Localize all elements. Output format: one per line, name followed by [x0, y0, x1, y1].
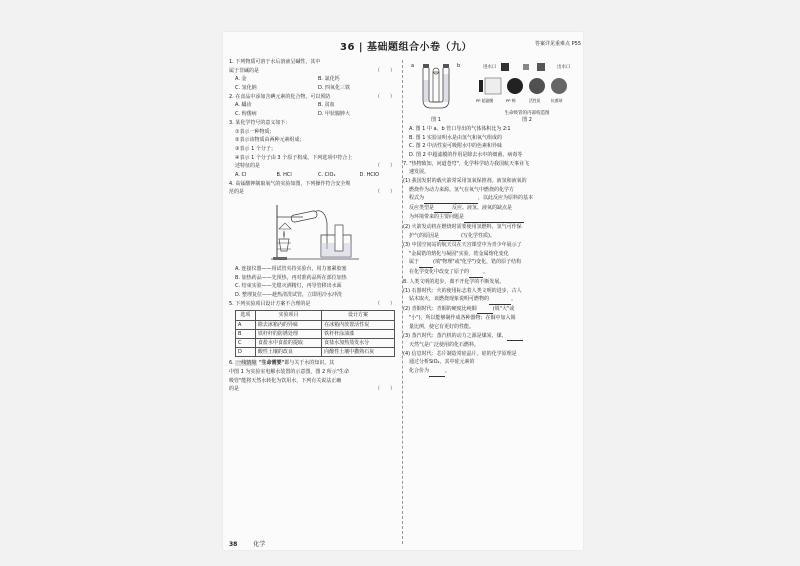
question-8: [403, 278, 581, 377]
q4-option-c[interactable]: C. 结束实验——先熄灭酒精灯，再导管移出水面: [235, 283, 342, 290]
q8-sub3-line-2: 天然气是广泛使用的化石燃料。: [409, 342, 480, 349]
q4-option-a[interactable]: A. 连接仪器——用试管夹持实验台，用力塞紧胶塞: [235, 266, 347, 272]
fig1-label-a: a: [411, 63, 415, 69]
q8-stem: 8. 人类文明的进步，离不开化学的不断发展。: [403, 279, 505, 286]
q8-sub3-blank[interactable]: [507, 332, 523, 342]
fig2-part-1: PP 超滤膜: [476, 98, 494, 103]
q6-stem-4: 的是: [229, 386, 240, 393]
q5-stem: 5. 下列实验项目设计方案不合理的是: [229, 300, 311, 307]
q7-sub3-line-2: "金属锆的熔化与凝固"实验，锆金属熔化变化: [409, 250, 509, 257]
fig1-label-b: b: [457, 63, 461, 69]
table-cell: 铁杆杆的防锈处理: [255, 329, 321, 338]
q7-problem-blank[interactable]: [464, 213, 524, 223]
question-7: [403, 160, 581, 278]
right-column: [403, 58, 581, 377]
q8-sub1-line-2b: 。: [511, 296, 517, 303]
q6-option-c[interactable]: C. 图 2 中活性炭可吸附水中的色素和异味: [409, 143, 503, 150]
q4-option-d[interactable]: D. 整理复位——趁热清洗试管，立即用冷水冲洗: [235, 291, 343, 298]
q5-col-option: 选项: [236, 311, 256, 320]
table-cell: 在冰箱内放置活性炭: [322, 320, 395, 329]
question-1: [229, 58, 401, 92]
q4-apparatus-figure: [229, 199, 401, 263]
q1-option-c[interactable]: C. 氢化钠: [235, 84, 257, 91]
q8-sub2-line-3: 量比例，使它有更好的性能。: [409, 324, 475, 331]
q1-stem-1: 1. 下列物质可溶于水后溶液呈碱性，其中: [229, 59, 321, 65]
q6-number: 6.: [229, 360, 234, 367]
q3-option-c[interactable]: C. ClO₂: [318, 171, 336, 178]
q7-sub1-line-1: (1) 我国发射的载火箭常采用氢氧保推剂。液氢和液氧的: [403, 178, 527, 185]
q8-sub4-line-2: 通过分析SiO₂，其中硅元素的: [409, 359, 475, 366]
q3-line-4: ④表示 1 个分子由 3 个原子构成。下列选项中符合上: [235, 154, 353, 161]
q8-sub3-line-1: (3) 蒸汽时代：蒸汽机的动力之源是煤炭、煤、: [403, 332, 507, 339]
oxygen-apparatus-diagram: [265, 199, 365, 263]
q8-sub1-line-2: 钻木取火，该燃烧现象说明可燃物的: [409, 296, 490, 303]
q8-sub4-line-1: (4) 信息时代：芯片制造常硅晶片。硅的化学原理是: [403, 350, 517, 357]
q6-answer-bracket[interactable]: （ ）: [374, 386, 395, 393]
figure-2-caption: 生命吸管的内部构造图: [504, 111, 550, 116]
q3-line-3: ③表示 1 个分子；: [235, 145, 276, 152]
q1-stem-2: 属于非碱的是: [229, 67, 260, 74]
q4-option-b[interactable]: B. 加热药品——先预热，再对准药品所在部位加热: [235, 274, 347, 281]
question-6: [229, 359, 401, 393]
table-row: [236, 320, 395, 329]
q8-sub2-line-2: "小")，所以能够制作成各种器物；在铜中加入锡: [409, 315, 516, 322]
q7-sub1-line-3: 程式为: [409, 195, 425, 202]
q3-stem: 3. 某化学符号的意义如下：: [229, 120, 291, 127]
table-cell: A: [236, 320, 256, 329]
q7-sub2-line-1: (2) 火箭发动机在燃烧时需要使用氢燃料，氢气可作保: [403, 224, 522, 231]
q3-option-b[interactable]: B. HCl: [276, 171, 292, 178]
page-number: 38: [229, 541, 238, 548]
q7-atom-blank[interactable]: [469, 268, 483, 278]
q7-sub1-line-4: 反应类型是: [409, 204, 435, 211]
q8-sub2-line-1b: (填"大"或: [492, 305, 515, 312]
q6-option-d[interactable]: D. 图 2 中超滤膜的作用是除去水中的细菌、病毒等: [409, 151, 523, 158]
q5-col-project: 实验项目: [255, 311, 321, 320]
q3-line-1: ①表示一种物质；: [235, 128, 275, 135]
question-2: [229, 93, 401, 119]
table-row: [236, 348, 395, 357]
q6-option-b[interactable]: B. 图 1 实验证明水是由氢气和氧气组成的: [409, 134, 502, 141]
q7-sub2-line-2b: (写化学性质)。: [461, 232, 495, 239]
q6-stem-1: 都与关于水的知识，其: [284, 360, 335, 367]
q2-option-b[interactable]: B. 贫血: [318, 102, 335, 109]
q1-option-d[interactable]: D. 四氧化三铁: [318, 84, 351, 91]
q7-sub3-line-3b: (填"物理"或"化学")变化，锆的原子结构: [433, 259, 522, 266]
q7-sub2-line-2: 护气的原因是: [409, 232, 440, 239]
table-cell: 酸性土壤的改良: [255, 348, 321, 357]
q5-col-plan: 设计方案: [322, 311, 395, 320]
subject-label: 化学: [253, 541, 266, 548]
q8-sub1-blank[interactable]: [489, 295, 511, 305]
q7-reaction-type-blank[interactable]: [434, 204, 452, 214]
q3-answer-bracket[interactable]: （ ）: [374, 163, 395, 170]
q7-sub1-line-3b: ，以此反应为原料的基本: [478, 195, 534, 202]
q3-line-5: 述特征的是: [235, 163, 261, 170]
table-row: [236, 339, 395, 348]
q2-stem: 2. 在食品中添加含碘元素的化合物，可以预防: [229, 93, 331, 100]
q7-sub3-line-4: 在化学变化中改变了原子的: [409, 269, 470, 275]
table-cell: 向酸性土壤中撒熟石灰: [322, 348, 395, 357]
q7-sub3-line-3: 属于: [409, 259, 420, 266]
table-cell: 食盐水加热蒸发水分: [322, 339, 395, 348]
q7-sub3-line-4b: 。: [483, 269, 489, 275]
fig2-part-4: 抗菌球: [551, 98, 563, 103]
table-cell: B: [236, 329, 256, 338]
left-column: [229, 58, 401, 394]
q7-sub1-line-4b: 反应。液氢、液氧的缺点是: [452, 204, 513, 211]
q2-answer-bracket[interactable]: （ ）: [374, 93, 395, 100]
q7-sub1-line-5: 为环境带来的主要问题是: [409, 214, 465, 221]
figure-1: [403, 60, 469, 123]
q5-answer-bracket[interactable]: （ ）: [374, 300, 395, 307]
q1-option-a[interactable]: A. 金: [235, 76, 247, 83]
q8-sub4-line-3b: 。: [445, 368, 451, 375]
table-row: [236, 329, 395, 338]
table-cell: 除去冰箱内的异味: [255, 320, 321, 329]
q4-stem-1: 4. 高锰酸钾制取氧气的实验如图，下列操作符合安全规: [229, 180, 351, 187]
q6-option-a[interactable]: A. 图 1 中 a、b 管口导出的气体体积比为 2∶1: [409, 126, 511, 132]
q7-change-blank[interactable]: [419, 258, 433, 268]
question-6-options: [403, 125, 581, 159]
question-5: [229, 300, 401, 358]
q8-sub1-line-1: (1) 石器时代：火的使用标志着人类文明的进步，古人: [403, 287, 522, 294]
q6-figures: [403, 60, 581, 123]
table-cell: 食盐水中食盐的提取: [255, 339, 321, 348]
electrolysis-diagram: [405, 60, 467, 112]
q2-option-c[interactable]: C. 佝偻病: [235, 111, 257, 118]
figure-1-label: 图 1: [431, 117, 441, 123]
fig2-inlet-label: 进水口: [483, 65, 497, 70]
fig2-outlet-label: 出水口: [557, 65, 571, 70]
q7-stem-2: 速发展。: [409, 169, 430, 176]
q7-sub1-line-2: 燃烧作为动力来源。氢气在氧气中燃烧的化学方: [409, 186, 515, 193]
q8-sub2-blank[interactable]: [477, 305, 493, 315]
q8-sub4-blank[interactable]: [429, 367, 445, 377]
q4-stem-2: 范的是: [229, 189, 245, 196]
q8-sub2-line-1: (2) 青铜时代：青铜的硬度比纯铜: [403, 305, 477, 312]
q4-answer-bracket[interactable]: （ ）: [374, 189, 395, 196]
q6-stem-2: 中图 1 为实验室电解水装置的示意图，图 2 所示"生命: [229, 369, 350, 376]
q6-lead: "生命需要": [258, 360, 285, 367]
table-cell: D: [236, 348, 256, 357]
q6-stem-3: 吸管"能将天然水转化为饮用水，下列有关说法正确: [229, 377, 342, 384]
page-title: 36 | 基础题组合小卷（九）: [340, 42, 473, 53]
q7-reason-blank[interactable]: [439, 232, 461, 242]
q2-option-a[interactable]: A. 龋齿: [235, 102, 252, 109]
table-cell: 铁杆杆涂油漆: [322, 329, 395, 338]
page-footer: [229, 539, 265, 548]
figure-2-label: 图 2: [522, 117, 532, 123]
fig2-part-3: 活性炭: [529, 98, 541, 103]
q8-sub4-line-3: 化合价为: [409, 368, 430, 375]
q7-equation-blank[interactable]: [424, 194, 478, 204]
table-cell: C: [236, 339, 256, 348]
q3-line-2: ②表示该物质由两种元素组成；: [235, 137, 305, 144]
question-3: [229, 119, 401, 179]
q7-sub3-line-1: (3) 中国空间站的航天员在天宫课堂中为青少年展示了: [403, 242, 522, 249]
life-straw-diagram: [473, 60, 581, 106]
q2-option-d[interactable]: D. 甲状腺肿大: [318, 111, 351, 118]
figure-2: [473, 60, 581, 123]
page-header: [223, 32, 583, 54]
q5-table: [235, 310, 395, 357]
q3-option-a[interactable]: A. Cl: [235, 171, 247, 178]
q7-stem-1: 7. "热物致知，问道苍穹"，化学科学助力我国航天事业飞: [403, 160, 529, 167]
q1-answer-bracket[interactable]: （ ）: [374, 67, 395, 74]
answer-reference: 答案详见重难点 P55: [535, 41, 581, 47]
q5-table-header: [236, 311, 395, 320]
fig2-part-2: PP 棉: [506, 98, 516, 103]
q6-tag-badge: 一线情境: [236, 360, 257, 367]
question-4: [229, 180, 401, 300]
q3-option-d[interactable]: D. HClO: [359, 171, 380, 178]
q1-option-b[interactable]: B. 氯化钙: [318, 76, 340, 83]
worksheet-page: [223, 32, 583, 550]
